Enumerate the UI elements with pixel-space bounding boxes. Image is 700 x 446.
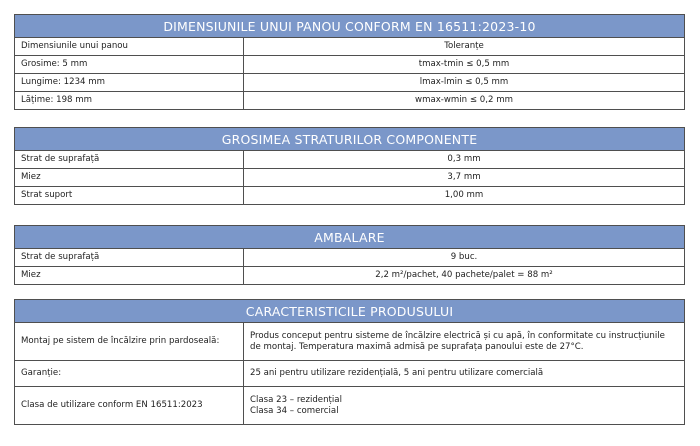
table-row [15, 187, 685, 205]
row-label: Lățime: 198 mm [15, 92, 244, 110]
row-value: wmax-wmin ≤ 0,2 mm [244, 92, 685, 110]
product-features-table [14, 299, 685, 425]
usage-class-commercial: Clasa 34 – comercial [250, 405, 339, 416]
table-row [15, 151, 685, 169]
row-value: 0,3 mm [244, 151, 685, 169]
row-label: Grosime: 5 mm [15, 56, 244, 74]
row-label: Strat de suprafață [15, 249, 244, 267]
packaging-table [14, 225, 685, 285]
row-label: Dimensiunile unui panou [15, 38, 244, 56]
table-row [15, 387, 685, 425]
usage-class-residential: Clasa 23 – rezidențial [250, 395, 342, 405]
table-title: AMBALARE [15, 226, 685, 249]
row-label: Garanție: [15, 361, 244, 387]
row-label: Strat suport [15, 187, 244, 205]
table-row [15, 169, 685, 187]
row-value: Produs conceput pentru sisteme de încălzire electrică și cu apă, în conformitate cu instrucțiunile de montaj. Temperatura maximă admisă pe suprafața panoului este de 27°C. [244, 323, 685, 361]
table-row [15, 249, 685, 267]
row-value: tmax-tmin ≤ 0,5 mm [244, 56, 685, 74]
row-label: Miez [15, 267, 244, 285]
panel-dimensions-table [14, 14, 685, 110]
table-row [15, 361, 685, 387]
table-title: DIMENSIUNILE UNUI PANOU CONFORM EN 16511:2023-10 [15, 15, 685, 38]
row-value: Toleranțe [244, 38, 685, 56]
row-label: Strat de suprafață [15, 151, 244, 169]
row-value: 1,00 mm [244, 187, 685, 205]
row-value: 2,2 m²/pachet, 40 pachete/palet = 88 m² [244, 267, 685, 285]
row-label: Montaj pe sistem de încălzire prin pardoseală: [15, 323, 244, 361]
row-value: 3,7 mm [244, 169, 685, 187]
table-row [15, 267, 685, 285]
table-title: GROSIMEA STRATURILOR COMPONENTE [15, 128, 685, 151]
table-row [15, 38, 685, 56]
row-label: Miez [15, 169, 244, 187]
table-row [15, 323, 685, 361]
table-row [15, 74, 685, 92]
table-row [15, 92, 685, 110]
layer-thickness-table [14, 127, 685, 205]
row-label: Clasa de utilizare conform EN 16511:2023 [15, 387, 244, 425]
row-value [244, 387, 685, 425]
row-label: Lungime: 1234 mm [15, 74, 244, 92]
row-value: 25 ani pentru utilizare rezidențială, 5 ani pentru utilizare comercială [244, 361, 685, 387]
row-value: 9 buc. [244, 249, 685, 267]
row-value: lmax-lmin ≤ 0,5 mm [244, 74, 685, 92]
table-row [15, 56, 685, 74]
table-title: CARACTERISTICILE PRODUSULUI [15, 300, 685, 323]
